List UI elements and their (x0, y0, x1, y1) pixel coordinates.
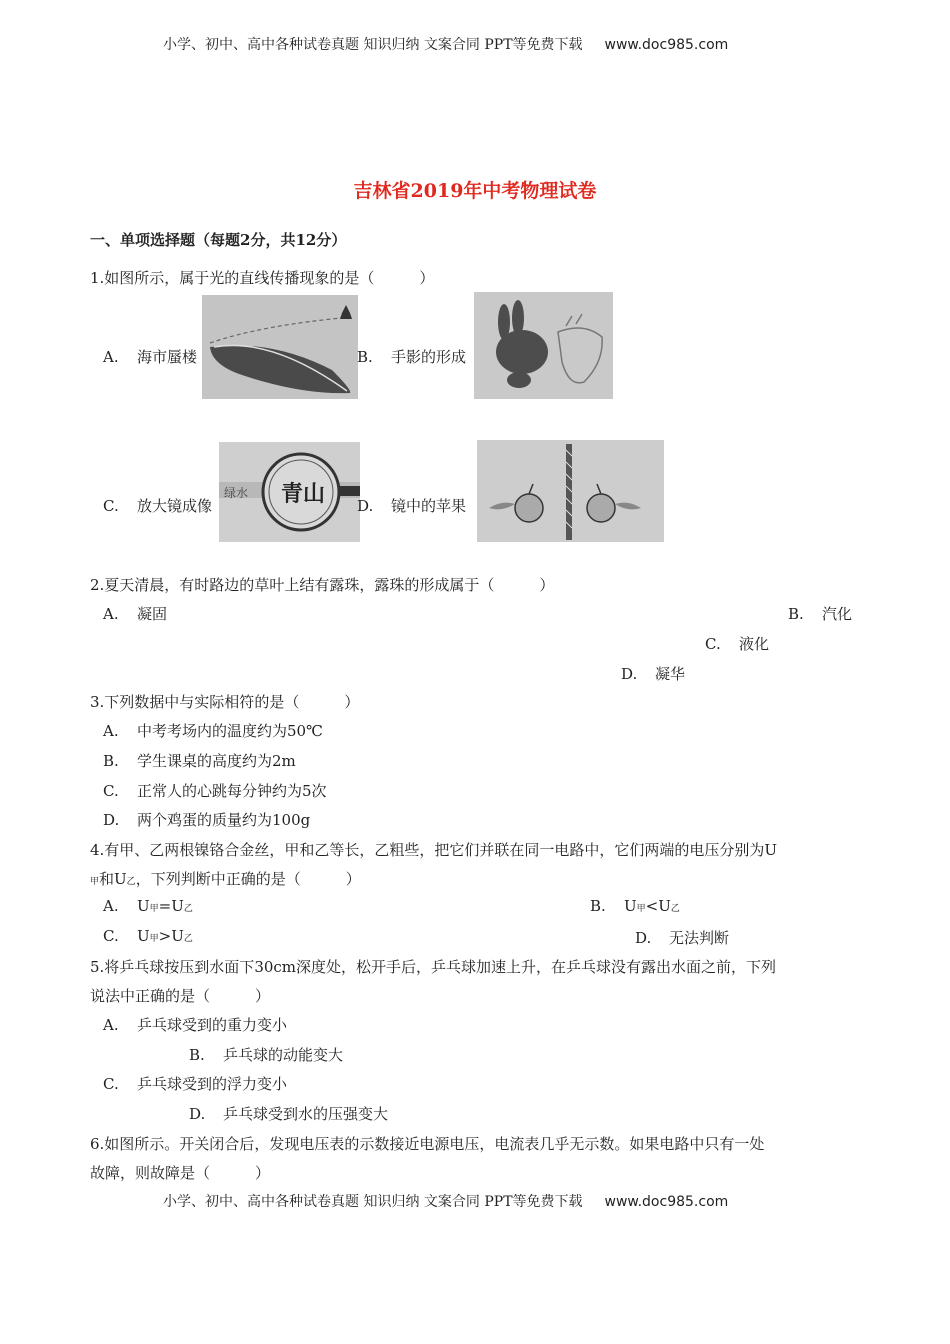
q2-option-a[interactable] (103, 603, 167, 624)
option-text: 放大镜成像 (137, 497, 213, 515)
header-text: 小学、初中、高中各种试卷真题 知识归纳 文案合同 PPT等免费下载 (163, 37, 583, 53)
option-letter: D. (357, 497, 374, 515)
option-letter: C. (103, 497, 119, 515)
question-3-stem: 3.下列数据中与实际相符的是（ ） (90, 693, 360, 711)
option-letter: B. (788, 605, 804, 623)
q3-option-d[interactable] (103, 809, 310, 830)
stem-text: 和U (99, 870, 127, 888)
question-5-stem-line1: 5.将乒乓球按压到水面下30cm深度处，松开手后，乒乓球加速上升，在乒乓球没有露出水面之前，下列 (90, 958, 777, 976)
option-text: 汽化 (822, 605, 853, 623)
question-1-stem: 1.如图所示，属于光的直线传播现象的是（ ） (90, 269, 435, 287)
page-footer (163, 1191, 728, 1211)
q1-option-c[interactable] (103, 495, 212, 516)
option-text: 凝华 (655, 665, 686, 683)
magnifier-text: 青山 (281, 481, 326, 507)
page-title: 吉林省2019年中考物理试卷 (353, 180, 597, 202)
q4-option-c[interactable] (103, 927, 193, 945)
question-6-stem-line2: 故障，则故障是（ ） (90, 1164, 271, 1182)
q5-option-b[interactable] (189, 1044, 343, 1065)
q5-option-c[interactable] (103, 1073, 287, 1094)
option-letter: A. (103, 348, 119, 366)
option-text: 乒乓球受到水的压强变大 (223, 1105, 389, 1123)
subscript: 甲 (90, 877, 100, 887)
option-text: U (624, 897, 637, 915)
q5-option-a[interactable] (103, 1014, 287, 1035)
option-letter: B. (189, 1046, 205, 1064)
q2-option-d[interactable] (621, 663, 685, 684)
hand-shadow-image (474, 292, 613, 399)
option-text: =U (158, 897, 184, 915)
option-text: 正常人的心跳每分钟约为5次 (137, 782, 327, 800)
option-text: 学生课桌的高度约为2m (137, 752, 296, 770)
option-letter: C. (705, 635, 721, 653)
option-letter: A. (103, 1016, 119, 1034)
subscript: 甲 (149, 904, 159, 914)
question-5-stem-line2: 说法中正确的是（ ） (90, 987, 271, 1005)
option-letter: A. (103, 897, 119, 915)
option-text: 两个鸡蛋的质量约为100g (137, 811, 311, 829)
stem-text: ，下列判断中正确的是（ ） (135, 870, 361, 888)
option-letter: D. (103, 811, 120, 829)
option-text: >U (158, 927, 184, 945)
option-letter: A. (103, 605, 119, 623)
q3-option-c[interactable] (103, 780, 327, 801)
mirage-image (202, 295, 358, 399)
q4-option-b[interactable] (590, 897, 680, 915)
q3-option-b[interactable] (103, 750, 296, 771)
option-text: 镜中的苹果 (391, 497, 467, 515)
subscript: 乙 (183, 934, 193, 944)
magnifier-side-text: 绿水 (224, 486, 249, 500)
q5-option-d[interactable] (189, 1103, 388, 1124)
option-text: 海市蜃楼 (137, 348, 198, 366)
option-letter: B. (357, 348, 373, 366)
option-text: 中考考场内的温度约为50℃ (137, 722, 323, 740)
option-text: 无法判断 (669, 929, 730, 947)
option-letter: C. (103, 927, 119, 945)
option-letter: A. (103, 722, 119, 740)
option-letter: D. (635, 929, 652, 947)
option-text: 乒乓球受到的浮力变小 (137, 1075, 288, 1093)
header-url[interactable]: www.doc985.com (604, 37, 729, 53)
q4-option-a[interactable] (103, 897, 193, 915)
option-text: 液化 (739, 635, 770, 653)
q3-option-a[interactable] (103, 720, 323, 741)
question-4-stem-line2 (90, 868, 361, 889)
q2-option-b[interactable] (788, 603, 852, 624)
question-2-stem: 2.夏天清晨，有时路边的草叶上结有露珠，露珠的形成属于（ ） (90, 576, 555, 594)
question-6-stem-line1: 6.如图所示。开关闭合后，发现电压表的示数接近电源电压，电流表几乎无示数。如果电路中只有一处 (90, 1135, 765, 1153)
subscript: 乙 (183, 904, 193, 914)
section-heading: 一、单项选择题（每题2分，共12分） (90, 231, 347, 249)
option-text: 手影的形成 (391, 348, 467, 366)
subscript: 甲 (149, 934, 159, 944)
q2-option-c[interactable] (705, 633, 769, 654)
magnifier-image (219, 442, 360, 542)
q1-option-b[interactable] (357, 346, 466, 367)
question-4-stem-line1: 4.有甲、乙两根镍铬合金丝，甲和乙等长，乙粗些，把它们并联在同一电路中，它们两端的电压分别为U (90, 841, 777, 859)
option-letter: D. (621, 665, 638, 683)
option-letter: B. (590, 897, 606, 915)
option-letter: B. (103, 752, 119, 770)
mirror-apple-image (477, 440, 664, 542)
q4-option-d[interactable] (635, 927, 729, 948)
subscript: 乙 (670, 904, 680, 914)
option-text: 乒乓球受到的重力变小 (137, 1016, 288, 1034)
footer-url[interactable]: www.doc985.com (604, 1194, 729, 1210)
q1-option-d[interactable] (357, 495, 466, 516)
option-letter: C. (103, 782, 119, 800)
option-text: 凝固 (137, 605, 168, 623)
subscript: 甲 (636, 904, 646, 914)
option-text: <U (645, 897, 671, 915)
option-text: U (137, 927, 150, 945)
q1-option-a[interactable] (103, 346, 197, 367)
footer-text: 小学、初中、高中各种试卷真题 知识归纳 文案合同 PPT等免费下载 (163, 1194, 583, 1210)
option-letter: D. (189, 1105, 206, 1123)
option-text: U (137, 897, 150, 915)
option-text: 乒乓球的动能变大 (223, 1046, 344, 1064)
page-header (163, 34, 728, 54)
subscript: 乙 (126, 877, 136, 887)
option-letter: C. (103, 1075, 119, 1093)
